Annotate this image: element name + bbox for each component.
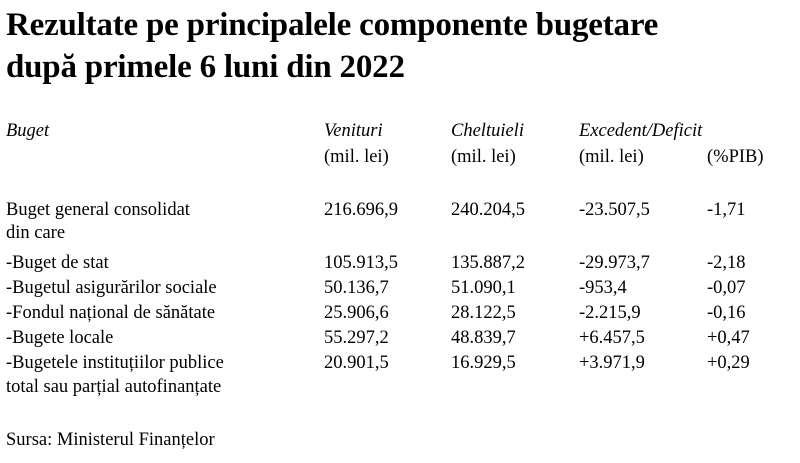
row-venituri: 105.913,5: [324, 253, 398, 273]
row-pib: -1,71: [707, 200, 746, 220]
page-title: [6, 4, 796, 88]
row-label: -Fondul național de sănătate: [6, 303, 216, 323]
row-label-continued: total sau parțial autofinanțate: [6, 377, 222, 397]
header-venituri: Venituri: [324, 121, 383, 141]
row-excedent: -23.507,5: [579, 200, 650, 220]
row-label: -Bugete locale: [6, 328, 114, 348]
row-excedent: -953,4: [579, 278, 627, 298]
row-cheltuieli: 240.204,5: [451, 200, 525, 220]
row-venituri: 55.297,2: [324, 328, 389, 348]
row-cheltuieli: 51.090,1: [451, 278, 516, 298]
row-pib: +0,29: [707, 353, 750, 373]
title-line-2: după primele 6 luni din 2022: [6, 49, 405, 85]
title-line-1: Rezultate pe principalele componente bugetare: [6, 7, 659, 43]
row-label: -Buget de stat: [6, 253, 109, 273]
row-cheltuieli: 28.122,5: [451, 303, 516, 323]
row-excedent: -29.973,7: [579, 253, 650, 273]
header-venituri-unit: (mil. lei): [324, 147, 389, 167]
header-excedent-unit: (mil. lei): [579, 147, 644, 167]
row-venituri: 50.136,7: [324, 278, 389, 298]
header-cheltuieli-unit: (mil. lei): [451, 147, 516, 167]
row-venituri: 216.696,9: [324, 200, 398, 220]
row-venituri: 20.901,5: [324, 353, 389, 373]
row-pib: -0,07: [707, 278, 746, 298]
row-excedent: +6.457,5: [579, 328, 645, 348]
header-pib-unit: (%PIB): [707, 147, 764, 167]
row-pib: +0,47: [707, 328, 750, 348]
row-cheltuieli: 48.839,7: [451, 328, 516, 348]
row-label: -Bugetele instituțiilor publice: [6, 353, 224, 373]
row-pib: -0,16: [707, 303, 746, 323]
row-venituri: 25.906,6: [324, 303, 389, 323]
header-buget: Buget: [6, 121, 50, 141]
header-cheltuieli: Cheltuieli: [451, 121, 524, 141]
row-label: -Bugetul asigurărilor sociale: [6, 278, 217, 298]
header-excedent: Excedent/Deficit: [579, 121, 703, 141]
row-label-continued: din care: [6, 223, 66, 243]
row-cheltuieli: 16.929,5: [451, 353, 516, 373]
row-cheltuieli: 135.887,2: [451, 253, 525, 273]
row-excedent: -2.215,9: [579, 303, 641, 323]
source-note: Sursa: Ministerul Finanțelor: [6, 430, 215, 450]
row-pib: -2,18: [707, 253, 746, 273]
row-label: Buget general consolidat: [6, 200, 190, 220]
row-excedent: +3.971,9: [579, 353, 645, 373]
